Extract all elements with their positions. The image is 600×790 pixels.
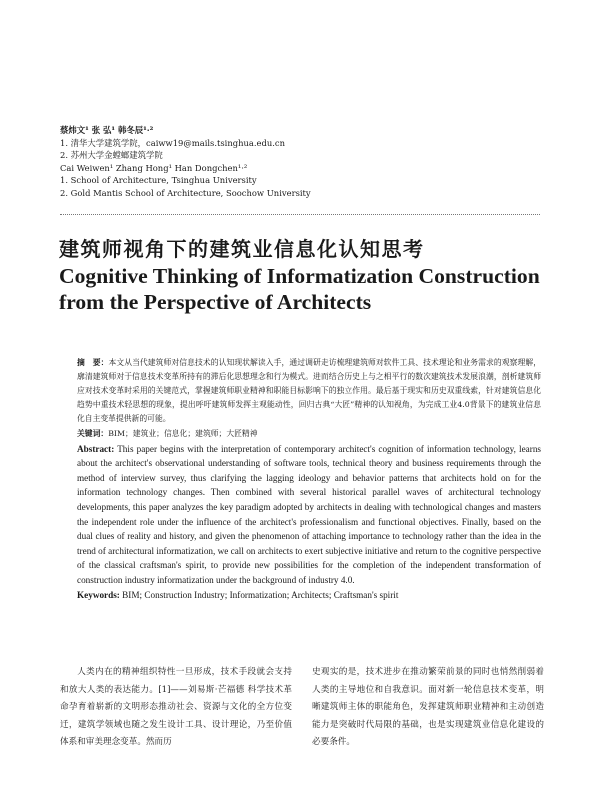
abstract-cn — [77, 356, 541, 426]
affiliation-en-1: 1. School of Architecture, Tsinghua University — [60, 175, 257, 186]
abstract-en — [77, 442, 541, 588]
keywords-cn — [77, 427, 541, 441]
title-en — [59, 263, 549, 315]
title-en-line2: from the Perspective of Architects — [59, 290, 372, 314]
keywords-cn-text: BIM；建筑业；信息化；建筑师；大匠精神 — [108, 429, 258, 439]
abstract-en-label: Abstract: — [77, 443, 115, 454]
abstract-cn-label: 摘 要： — [77, 358, 109, 367]
keywords-en — [77, 588, 541, 603]
body-column-right: 史观实的是，技术进步在推动繁荣前景的同时也悄然削弱着人类的主导地位和自我意识。面对新一轮信息技术变革，明晰建筑师主体的职能角色，发挥建筑师职业精神和主动创造能力是突破时代局限的基础，也是实现建筑业信息化建设的必要条件。 — [312, 667, 544, 748]
abstract-en-text: This paper begins with the interpretation of contemporary architect's cognition of information technology, learns about the architect's observational understanding of software tools, technical theory and business requirements through the method of interview survey, thus clarifying the lagging ideology and behavior patterns that architects hold on for the information technology changes. Then combined with several historical parallel waves of architectural technology developments, this paper analyzes the key paradigm adopted by architects in dealing with technological changes and masters the independent role under the influence of the architect's professionalism and functional objectives. Finally, based on the dual clues of reality and history, and given the phenomenon of attaching importance to technology rather than the idea in the trend of architectural informatization, we call on architects to exert subjective initiative and return to the cognitive perspective of the classical craftsman's spirit, to provide new possibilities for the completion of the independent transformation of construction industry informatization under the background of industry 4.0. — [77, 443, 541, 585]
separator-line — [60, 214, 540, 215]
title-cn: 建筑师视角下的建筑业信息化认知思考 — [59, 237, 425, 261]
affiliation-cn-1: 1. 清华大学建筑学院，caiww19@mails.tsinghua.edu.cn — [60, 137, 286, 148]
body-column-left: 人类内在的精神组织特性一旦形成，技术手段就会支持和放大人类的表达能力。[1]——刘易斯·芒福德 科学技术革命孕育着崭新的文明形态推动社会、资源与文化的全方位变迁，建筑学领域也随之发生设计工具、设计理论，乃至价值体系和审美理念变革。然而历 — [60, 667, 292, 748]
abstract-cn-text: 本文从当代建筑师对信息技术的认知现状解读入手，通过调研走访梳理建筑师对软件工具、技术理论和业务需求的观察理解，廓清建筑师对于信息技术变革所持有的滞后化思想理念和行为模式。进而结合历史上与之相平行的数次建筑技术发展浪潮，剖析建筑师应对技术变革时采用的关键范式，掌握建筑师职业精神和职能目标影响下的独立作用。最后基于现实和历史双重线索，针对建筑信息化趋势中重技术轻思想的现象，提出呼吁建筑师发挥主观能动性，回归古典“大匠”精神的认知视角，为完成工业4.0背景下的建筑业信息化自主变革提供新的可能。 — [77, 358, 542, 424]
keywords-en-text: BIM; Construction Industry; Informatization; Architects; Craftsman's spirit — [122, 589, 399, 600]
affiliation-en-2: 2. Gold Mantis School of Architecture, Soochow University — [60, 187, 311, 198]
keywords-en-label: Keywords: — [77, 589, 120, 600]
author-names-cn: 蔡炜文¹ 张 弘¹ 韩冬辰¹·² — [60, 125, 154, 135]
author-block — [60, 124, 540, 200]
affiliation-cn-2: 2. 苏州大学金螳螂建筑学院 — [60, 150, 163, 161]
title-en-line1: Cognitive Thinking of Informatization Construction — [59, 264, 540, 288]
keywords-cn-label: 关键词： — [77, 429, 109, 439]
abstract-section — [77, 356, 541, 602]
author-names-en: Cai Weiwen¹ Zhang Hong¹ Han Dongchen¹·² — [60, 162, 248, 173]
